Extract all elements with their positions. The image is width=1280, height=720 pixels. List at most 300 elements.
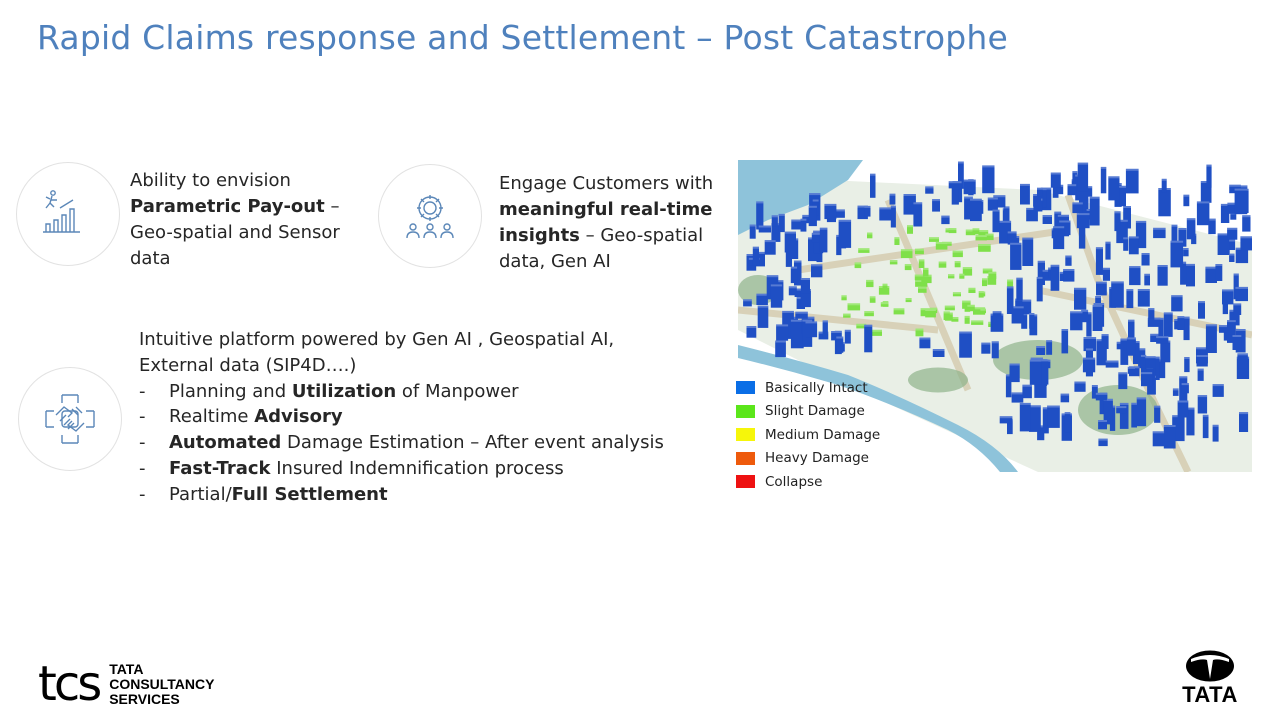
- map-building-roof: [864, 325, 872, 327]
- map-building-roof: [981, 343, 990, 345]
- map-building-roof: [1111, 281, 1124, 283]
- tcs-logo-mark: tcs: [38, 656, 100, 712]
- map-building-roof: [1198, 369, 1204, 371]
- map-building-roof: [890, 194, 896, 196]
- map-building: [1203, 415, 1209, 438]
- map-building-roof: [1101, 167, 1107, 169]
- map-building-roof: [1074, 382, 1085, 384]
- map-building: [756, 201, 763, 229]
- map-building-roof: [1131, 403, 1137, 405]
- map-building-roof: [1030, 360, 1042, 362]
- map-building-roof: [1126, 169, 1139, 171]
- map-building: [1213, 425, 1219, 442]
- map-building-roof: [988, 272, 996, 274]
- map-building: [1029, 405, 1041, 432]
- map-building-roof: [1222, 289, 1233, 291]
- map-building-roof: [1237, 353, 1248, 355]
- legend-swatch: [736, 405, 755, 418]
- item-bold: Automated: [169, 432, 282, 454]
- map-building: [1078, 163, 1088, 192]
- map-building-roof: [789, 286, 797, 288]
- map-building-roof: [923, 268, 929, 270]
- map-building-roof: [983, 269, 993, 271]
- map-building-roof: [1171, 241, 1184, 243]
- map-building-roof: [1187, 218, 1196, 220]
- map-building-roof: [1123, 206, 1131, 208]
- map-building: [820, 228, 828, 253]
- parametric-line-2: [130, 194, 360, 220]
- map-building: [1020, 403, 1031, 432]
- map-green-patch: [908, 368, 968, 393]
- map-building-roof: [756, 294, 768, 296]
- map-building-roof: [907, 225, 913, 227]
- map-building-roof: [801, 278, 810, 280]
- map-building-roof: [1177, 316, 1184, 318]
- list-item: [139, 379, 664, 405]
- platform-icon-circle: [18, 367, 122, 471]
- map-building-roof: [929, 237, 939, 239]
- map-building: [1164, 425, 1176, 449]
- map-building: [1051, 265, 1060, 291]
- damage-legend: [736, 376, 880, 494]
- map-building-roof: [870, 296, 876, 298]
- map-building: [1065, 412, 1071, 433]
- map-building-roof: [1234, 274, 1239, 276]
- parametric-line-1: Ability to envision: [130, 170, 291, 191]
- map-building-roof: [841, 295, 846, 297]
- map-building-roof: [955, 261, 961, 263]
- map-building: [1184, 357, 1189, 372]
- map-building-roof: [1164, 312, 1173, 314]
- map-building-roof: [962, 301, 971, 303]
- list-dash: -: [139, 432, 146, 454]
- map-building: [1119, 186, 1126, 206]
- item-bold: Fast-Track: [169, 457, 271, 479]
- map-building-roof: [890, 260, 898, 262]
- map-building-roof: [999, 221, 1011, 223]
- legend-label: Basically Intact: [765, 379, 868, 396]
- map-building-roof: [1105, 242, 1110, 244]
- map-building-roof: [864, 311, 874, 313]
- map-building-roof: [1046, 340, 1052, 342]
- map-building-roof: [772, 215, 778, 217]
- map-building: [1235, 189, 1248, 215]
- map-building-roof: [1053, 226, 1064, 228]
- engage-bold-1: meaningful real-time: [499, 199, 713, 220]
- tcs-line-1: TATA: [109, 660, 144, 677]
- parametric-dash: –: [324, 196, 340, 217]
- map-building: [1102, 334, 1109, 349]
- map-building: [1208, 219, 1215, 235]
- map-building-roof: [959, 274, 964, 276]
- map-building: [1198, 301, 1205, 319]
- map-building-roof: [1233, 303, 1241, 305]
- engage-text: [499, 171, 729, 275]
- map-building: [1010, 364, 1020, 383]
- item-post: of Manpower: [396, 380, 519, 402]
- map-building-roof: [936, 242, 948, 244]
- map-building: [1108, 176, 1119, 200]
- item-post: Insured Indemnification process: [270, 457, 564, 479]
- map-building: [970, 199, 982, 221]
- map-building-roof: [1233, 335, 1242, 337]
- map-building-roof: [1007, 286, 1014, 288]
- map-building-roof: [1116, 406, 1126, 408]
- map-building: [823, 320, 828, 339]
- map-building-roof: [1031, 358, 1043, 360]
- map-building: [1237, 353, 1248, 368]
- map-building: [1235, 287, 1248, 301]
- map-building-roof: [813, 200, 819, 202]
- map-building-roof: [1008, 231, 1017, 233]
- map-building: [1178, 401, 1189, 418]
- map-building-roof: [1208, 219, 1215, 221]
- map-building-roof: [913, 202, 922, 204]
- legend-item-medium: [736, 423, 880, 447]
- map-building: [964, 180, 976, 195]
- map-building: [809, 206, 817, 226]
- map-building-roof: [939, 262, 947, 264]
- map-building-roof: [845, 330, 851, 332]
- parametric-text: [130, 168, 360, 272]
- map-building-roof: [1096, 282, 1107, 284]
- map-building: [1164, 312, 1173, 337]
- map-building-roof: [1235, 189, 1248, 191]
- map-building-roof: [980, 309, 986, 311]
- map-building: [771, 284, 782, 307]
- map-building-roof: [836, 337, 843, 339]
- map-building-roof: [925, 309, 936, 311]
- map-building: [1171, 295, 1182, 311]
- map-building: [1062, 329, 1069, 353]
- map-building: [1222, 289, 1233, 304]
- list-dash: -: [139, 380, 146, 402]
- item-post: Damage Estimation – After event analysis: [281, 432, 664, 454]
- map-building-roof: [1118, 372, 1127, 374]
- map-building-roof: [1020, 403, 1031, 405]
- map-building-roof: [1036, 346, 1045, 348]
- map-building-roof: [1072, 171, 1077, 173]
- map-building-roof: [848, 303, 861, 305]
- map-building-roof: [883, 284, 888, 286]
- map-building: [1096, 282, 1107, 296]
- map-building-roof: [1198, 395, 1207, 397]
- engage-line-3: [499, 223, 729, 249]
- map-building-roof: [916, 329, 924, 331]
- map-building-roof: [1213, 425, 1219, 427]
- map-building-roof: [1148, 308, 1154, 310]
- map-building: [1215, 264, 1222, 281]
- map-building-roof: [1172, 225, 1178, 227]
- map-building-roof: [1038, 261, 1045, 263]
- engage-line-2: [499, 197, 729, 223]
- map-building-roof: [1227, 228, 1237, 230]
- map-building: [806, 321, 818, 337]
- map-building-roof: [791, 267, 797, 269]
- map-building: [839, 220, 852, 248]
- map-building-roof: [1227, 320, 1236, 322]
- map-building-roof: [881, 302, 889, 304]
- map-building-roof: [1077, 213, 1090, 215]
- map-building: [775, 341, 786, 358]
- map-building-roof: [1203, 415, 1209, 417]
- map-building-roof: [1158, 265, 1168, 267]
- tcs-line-3: SERVICES: [109, 690, 180, 707]
- map-building-roof: [756, 201, 763, 203]
- map-building: [891, 206, 896, 228]
- map-building: [1153, 431, 1164, 446]
- map-building-roof: [993, 195, 1005, 197]
- map-building-roof: [1178, 228, 1186, 230]
- map-building-roof: [1072, 202, 1082, 204]
- map-building: [791, 267, 797, 284]
- map-building-roof: [1065, 412, 1071, 414]
- map-building-roof: [1106, 361, 1119, 363]
- map-building-roof: [759, 226, 771, 228]
- map-building-roof: [905, 264, 912, 266]
- map-building: [1118, 372, 1127, 389]
- map-building-roof: [779, 214, 785, 216]
- map-building-roof: [1020, 184, 1030, 186]
- map-building-roof: [1156, 336, 1168, 338]
- map-building-roof: [1065, 256, 1071, 258]
- map-building: [1090, 197, 1100, 226]
- map-building-roof: [1153, 431, 1164, 433]
- map-building-roof: [1010, 243, 1021, 245]
- legend-swatch: [736, 381, 755, 394]
- map-building-roof: [1142, 253, 1150, 255]
- map-building: [1126, 169, 1139, 194]
- map-building: [1022, 238, 1033, 266]
- map-building-roof: [953, 292, 961, 294]
- map-building: [836, 337, 843, 353]
- map-building: [1126, 289, 1133, 308]
- map-building-roof: [1213, 384, 1224, 386]
- map-building: [1171, 241, 1184, 268]
- map-building-roof: [1108, 176, 1119, 178]
- map-building: [992, 341, 999, 358]
- map-building-roof: [1090, 197, 1100, 199]
- map-building-roof: [919, 259, 925, 261]
- list-item: [139, 456, 664, 482]
- parametric-line-3: Geo-spatial and Sensor: [130, 222, 340, 243]
- map-building-roof: [1215, 264, 1222, 266]
- item-bold: Utilization: [291, 380, 397, 402]
- map-building-roof: [904, 194, 916, 196]
- map-building-roof: [1138, 289, 1150, 291]
- map-building-roof: [867, 233, 872, 235]
- map-building-roof: [1153, 228, 1166, 230]
- map-building-roof: [925, 186, 933, 188]
- map-building: [913, 202, 922, 226]
- map-building: [1114, 211, 1120, 231]
- map-building-roof: [1141, 372, 1152, 374]
- map-building-roof: [1084, 337, 1097, 339]
- parametric-bold: Parametric Pay-out: [130, 196, 325, 217]
- map-building-roof: [1068, 184, 1077, 186]
- legend-label: Slight Damage: [765, 403, 865, 420]
- map-building: [1187, 218, 1196, 239]
- map-building-roof: [958, 162, 964, 164]
- map-building-roof: [1098, 439, 1107, 441]
- map-building-roof: [1164, 425, 1176, 427]
- map-building-roof: [1184, 317, 1190, 319]
- map-building-roof: [806, 321, 818, 323]
- map-building: [776, 324, 788, 340]
- map-building-roof: [976, 235, 987, 237]
- map-building-roof: [1128, 367, 1135, 369]
- map-building-roof: [866, 280, 873, 282]
- legend-label: Collapse: [765, 473, 823, 490]
- map-building-roof: [1173, 388, 1179, 390]
- tcs-logo: [38, 656, 215, 712]
- map-building: [1093, 305, 1103, 331]
- legend-item-heavy: [736, 447, 880, 471]
- map-building-roof: [1012, 392, 1024, 394]
- engage-line-4: data, Gen AI: [499, 251, 611, 272]
- map-building: [801, 278, 810, 293]
- map-building-roof: [1043, 215, 1052, 217]
- list-item: [139, 482, 664, 508]
- map-building-roof: [1235, 287, 1248, 289]
- map-building-roof: [1242, 215, 1250, 217]
- map-building-roof: [747, 326, 757, 328]
- map-building-roof: [1022, 385, 1032, 387]
- map-building-roof: [1078, 163, 1088, 165]
- map-building-roof: [915, 249, 924, 251]
- map-building-roof: [949, 228, 957, 230]
- list-item: [139, 430, 664, 456]
- map-building: [993, 210, 1000, 233]
- map-building-roof: [831, 331, 841, 333]
- map-building-roof: [1171, 295, 1182, 297]
- map-building-roof: [811, 264, 822, 266]
- map-building-roof: [1092, 385, 1098, 387]
- map-building-roof: [1128, 320, 1135, 322]
- map-building-roof: [765, 240, 776, 242]
- map-building-roof: [1083, 358, 1095, 360]
- map-building-roof: [1186, 264, 1195, 266]
- map-building: [1198, 395, 1207, 413]
- map-building-roof: [906, 298, 912, 300]
- map-building: [1074, 288, 1086, 310]
- map-building-roof: [1129, 236, 1139, 238]
- map-building: [1197, 201, 1210, 225]
- map-building-roof: [993, 210, 1000, 212]
- map-building: [1007, 286, 1014, 314]
- map-building: [952, 186, 959, 205]
- map-building: [1037, 277, 1043, 302]
- map-building: [1127, 337, 1136, 355]
- map-building-roof: [1236, 329, 1246, 331]
- map-building: [1137, 397, 1146, 426]
- map-building-roof: [1086, 348, 1093, 350]
- map-building-roof: [1070, 311, 1082, 313]
- map-building-roof: [1136, 221, 1146, 223]
- map-building-roof: [1054, 212, 1061, 214]
- map-building-roof: [949, 181, 962, 183]
- map-building-roof: [932, 199, 940, 201]
- map-building: [1111, 281, 1124, 307]
- map-building: [753, 247, 759, 266]
- map-building-roof: [1119, 186, 1126, 188]
- legend-swatch: [736, 475, 755, 488]
- map-building-roof: [1047, 406, 1060, 408]
- legend-label: Heavy Damage: [765, 450, 869, 467]
- map-building-roof: [992, 341, 999, 343]
- map-building: [1239, 412, 1248, 432]
- map-building-roof: [973, 228, 980, 230]
- map-building-roof: [750, 225, 756, 227]
- map-building-roof: [1184, 357, 1189, 359]
- map-building-roof: [802, 215, 810, 217]
- map-building-roof: [1129, 266, 1140, 268]
- map-building: [959, 332, 972, 358]
- map-building: [779, 214, 785, 232]
- map-building-roof: [1127, 337, 1136, 339]
- map-building-roof: [1150, 334, 1159, 336]
- legend-swatch: [736, 452, 755, 465]
- map-building-roof: [1178, 401, 1189, 403]
- map-building: [1242, 215, 1250, 231]
- map-building-roof: [1037, 188, 1043, 190]
- map-building: [1162, 179, 1167, 193]
- platform-list: [139, 327, 664, 508]
- map-building-roof: [1103, 268, 1110, 270]
- tata-wordmark: TATA: [1182, 682, 1238, 707]
- map-building-roof: [801, 219, 807, 221]
- map-building: [870, 174, 876, 198]
- platform-items: [139, 379, 664, 508]
- legend-swatch: [736, 428, 755, 441]
- map-building-roof: [1179, 376, 1187, 378]
- map-building-roof: [1058, 215, 1069, 217]
- legend-item-slight: [736, 400, 880, 424]
- map-building-roof: [1063, 269, 1074, 271]
- map-building-roof: [945, 306, 955, 308]
- map-building-roof: [1000, 416, 1013, 418]
- map-building: [1096, 247, 1103, 275]
- item-bold: Advisory: [254, 406, 343, 428]
- map-building: [1070, 311, 1082, 330]
- map-building-roof: [1206, 324, 1217, 326]
- map-building-roof: [879, 207, 891, 209]
- tata-emblem-icon: [1185, 650, 1235, 682]
- map-building: [1154, 406, 1160, 423]
- map-building-roof: [1095, 296, 1101, 298]
- map-building-roof: [1197, 201, 1210, 203]
- map-building-roof: [858, 248, 869, 250]
- map-building-roof: [965, 316, 970, 318]
- map-building: [1101, 167, 1107, 193]
- map-building-roof: [1094, 303, 1105, 305]
- map-building-roof: [771, 284, 782, 286]
- map-building-roof: [1096, 393, 1107, 395]
- map-building: [993, 311, 1002, 330]
- map-building: [1051, 173, 1061, 188]
- map-building-roof: [944, 311, 950, 313]
- map-building-roof: [794, 261, 802, 263]
- map-building: [1105, 242, 1110, 260]
- map-building: [1141, 372, 1152, 386]
- platform-intro: Intuitive platform powered by Gen AI , Geospatial AI, External data (SIP4D….): [139, 329, 615, 376]
- map-building-roof: [1093, 305, 1103, 307]
- map-building-roof: [1240, 236, 1252, 238]
- legend-item-intact: [736, 376, 880, 400]
- map-building: [1123, 237, 1128, 251]
- map-building-roof: [959, 332, 972, 334]
- map-building: [1016, 278, 1022, 301]
